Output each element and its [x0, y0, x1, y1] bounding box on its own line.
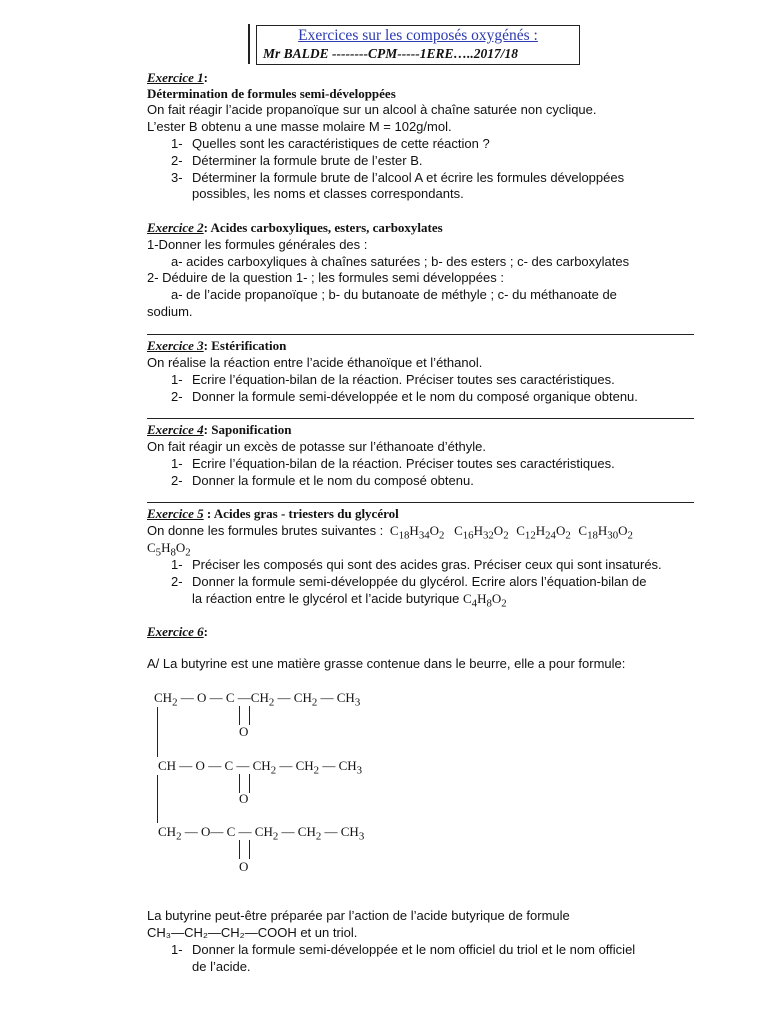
- ex3-title: [147, 338, 286, 354]
- ex6-title: [147, 624, 208, 640]
- backbone-bond-1: [157, 707, 158, 757]
- ex5-q1: Préciser les composés qui sont des acides gras. Préciser ceux qui sont insaturés.: [192, 557, 662, 572]
- formula-5: $C_5H_8O_2$: [147, 540, 191, 559]
- ex4-heading: : Saponification: [203, 422, 292, 437]
- ex3-q1: Ecrire l’équation-bilan de la réaction. Préciser toutes ses caractéristiques.: [192, 372, 615, 387]
- ex3-heading: : Estérification: [203, 338, 287, 353]
- ex5-intro: On donne les formules brutes suivantes :: [147, 523, 384, 538]
- ex4-q2-number: 2-: [171, 473, 183, 488]
- ex4-paragraph: On fait réagir un excès de potasse sur l’éthanoate d’éthyle.: [147, 439, 486, 454]
- ex6-intro: A/ La butyrine est une matière grasse contenue dans le beurre, elle a pour formule:: [147, 656, 626, 671]
- double-bond-1b: [249, 706, 250, 725]
- butyric-formula: $C_4H_8O_2$: [463, 591, 507, 610]
- oxygen-1: O: [239, 724, 249, 739]
- divider-1: [147, 334, 694, 335]
- ex4-q1-number: 1-: [171, 456, 183, 471]
- ex4-q1: Ecrire l’équation-bilan de la réaction. Préciser toutes ses caractéristiques.: [192, 456, 615, 471]
- ex1-q3-number: 3-: [171, 170, 183, 185]
- ex2-line-3: 2- Déduire de la question 1- ; les formules semi développées :: [147, 270, 504, 285]
- ex5-heading: : Acides gras - triesters du glycérol: [203, 506, 399, 521]
- ex3-q1-number: 1-: [171, 372, 183, 387]
- ex3-q2-number: 2-: [171, 389, 183, 404]
- ex2-line-1: 1-Donner les formules générales des :: [147, 237, 368, 252]
- ex1-heading: Détermination de formules semi-développées: [147, 86, 396, 101]
- ex1-q1: Quelles sont les caractéristiques de cette réaction ?: [192, 136, 490, 151]
- ex2-label: Exercice 2: [147, 220, 204, 235]
- ex1-paragraph-2: L’ester B obtenu a une masse molaire M = 102g/mol.: [147, 119, 452, 134]
- ex2-line-5: sodium.: [147, 304, 193, 319]
- ex3-q2: Donner la formule semi-développée et le nom du composé organique obtenu.: [192, 389, 638, 404]
- ex1-q2: Déterminer la formule brute de l’ester B.: [192, 153, 423, 168]
- ex2-line-4: a- de l’acide propanoïque ; b- du butanoate de méthyle ; c- du méthanoate de: [171, 287, 617, 302]
- double-bond-3a: [239, 840, 240, 859]
- ex4-title: [147, 422, 291, 438]
- ex3-paragraph: On réalise la réaction entre l’acide éthanoïque et l’éthanol.: [147, 355, 483, 370]
- ex2-line-2: a- acides carboxyliques à chaînes saturées ; b- des esters ; c- des carboxylates: [171, 254, 630, 269]
- ex1-label: Exercice 1: [147, 70, 204, 85]
- ex6-paragraph-1: La butyrine peut-être préparée par l’action de l’acide butyrique de formule: [147, 908, 570, 923]
- ex1-q3-line1: Déterminer la formule brute de l’alcool A et écrire les formules développées: [192, 170, 625, 185]
- double-bond-2b: [249, 774, 250, 793]
- ex6-q1-line1: Donner la formule semi-développée et le nom officiel du triol et le nom officiel: [192, 942, 636, 957]
- ex6-q1-number: 1-: [171, 942, 183, 957]
- ex5-formulas-line: [147, 523, 633, 544]
- ex1-colon: :: [203, 70, 209, 85]
- divider-3: [147, 502, 694, 503]
- ex4-label: Exercice 4: [147, 422, 204, 437]
- ex5-label: Exercice 5: [147, 506, 204, 521]
- ex2-title: [147, 220, 443, 236]
- ex1-paragraph-1: On fait réagir l’acide propanoïque sur un alcool à chaîne saturée non cyclique.: [147, 102, 597, 117]
- ex6-label: Exercice 6: [147, 624, 204, 639]
- header-left-bar: [248, 24, 250, 64]
- ex5-title: [147, 506, 399, 522]
- ex5-q2-line1: Donner la formule semi-développée du glycérol. Ecrire alors l’équation-bilan de: [192, 574, 647, 589]
- ex1-q1-number: 1-: [171, 136, 183, 151]
- divider-2: [147, 418, 694, 419]
- ex1-title: [147, 70, 208, 86]
- oxygen-3: O: [239, 859, 249, 874]
- ex6-colon: :: [203, 624, 209, 639]
- ex1-q2-number: 2-: [171, 153, 183, 168]
- ex5-q1-number: 1-: [171, 557, 183, 572]
- formula-2: $C_{16}H_{32}O_2$: [454, 523, 509, 542]
- double-bond-1a: [239, 706, 240, 725]
- formula-1: $C_{18}H_{34}O_2$: [389, 523, 445, 542]
- oxygen-2: O: [239, 791, 249, 806]
- page-subtitle: Mr BALDE --------CPM-----1ERE…..2017/18: [263, 46, 518, 61]
- ex6-q1-line2: de l’acide.: [192, 959, 251, 974]
- formula-4: $C_{18}H_{30}O_2$: [578, 523, 633, 542]
- ex3-label: Exercice 3: [147, 338, 204, 353]
- ex2-heading: : Acides carboxyliques, esters, carboxylates: [203, 220, 443, 235]
- ex5-q2-number: 2-: [171, 574, 183, 589]
- ex6-paragraph-2: CH₃—CH₂—CH₂—COOH et un triol.: [147, 925, 358, 940]
- header-box: [256, 25, 580, 65]
- butyrine-row-2: CH — O — C — $CH_2$ — $CH_2$ — $CH_3$: [158, 758, 363, 777]
- formula-3: $C_{12}H_{24}O_2$: [516, 523, 571, 542]
- ex1-q3-line2: possibles, les noms et classes correspondants.: [192, 186, 464, 201]
- butyrine-row-3: $CH_2$ — O— C — $CH_2$ — $CH_2$ — $CH_3$: [158, 824, 365, 843]
- double-bond-3b: [249, 840, 250, 859]
- butyrine-row-1: $CH_2$ — O — C $—CH_2$ — $CH_2$ — $CH_3$: [154, 690, 361, 709]
- backbone-bond-2: [157, 775, 158, 823]
- page-title: Exercices sur les composés oxygénés :: [298, 27, 538, 44]
- ex5-q2-line2: la réaction entre le glycérol et l’acide butyrique $C_4H_8O_2$: [192, 591, 507, 610]
- ex4-q2: Donner la formule et le nom du composé obtenu.: [192, 473, 474, 488]
